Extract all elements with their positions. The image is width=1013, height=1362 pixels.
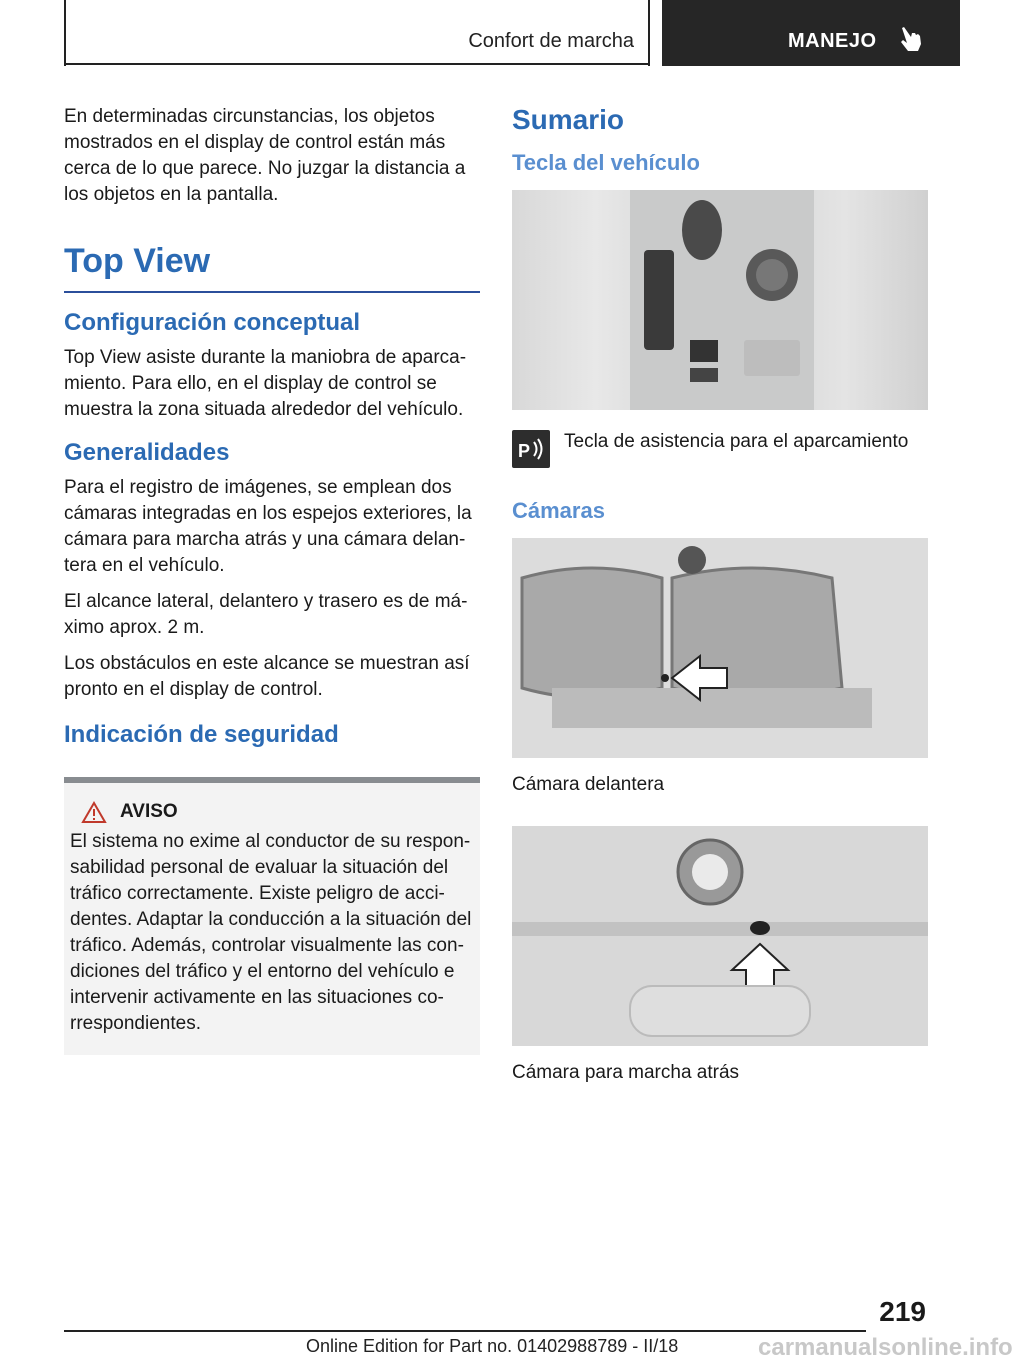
general-paragraph-3: Los obstáculos en este alcance se muestran así pronto en el display de control. <box>64 653 470 700</box>
heading-general: Generalidades <box>64 439 230 466</box>
warning-title: AVISO <box>120 801 178 822</box>
warning-box <box>64 777 480 1055</box>
heading-safety: Indicación de seguridad <box>64 721 339 748</box>
front-camera-photo <box>512 538 928 758</box>
heading-summary: Sumario <box>512 104 625 135</box>
rear-camera-caption: Cámara para marcha atrás <box>512 1062 740 1083</box>
left-column <box>64 104 480 1055</box>
footer-rule <box>64 1330 866 1332</box>
heading-concept: Configuración conceptual <box>64 309 361 336</box>
chapter-heading-top-view: Top View <box>64 242 480 293</box>
pointing-hand-icon <box>896 24 924 54</box>
svg-text:P: P <box>518 441 531 461</box>
general-paragraph-2: El alcance lateral, delantero y trasero es de má-ximo aprox. 2 m. <box>64 591 468 638</box>
front-grille-illustration <box>512 538 928 758</box>
intro-paragraph: En determinadas circunstancias, los objetos mostrados en el display de control están más cerca de lo que parece. No juzgar la distancia a los objetos en la pantalla. <box>64 106 466 205</box>
console-illustration <box>512 190 928 410</box>
rear-tailgate-illustration <box>512 826 928 1046</box>
header-rule-right <box>648 0 650 66</box>
front-camera-caption: Cámara delantera <box>512 774 665 795</box>
rear-camera-photo <box>512 826 928 1046</box>
warning-text: El sistema no exime al conductor de su respon-sabilidad personal de evaluar la situación del tráfico correctamente. Existe peligro de acci-dentes. Adaptar la conducción a la situación del tráfico. Además, controlar visualmente las con-diciones del tráfico y el entorno del vehículo e intervenir activamente en las situaciones co-rrespondientes. <box>70 831 472 1034</box>
center-console-photo <box>512 190 928 410</box>
warning-triangle-icon <box>82 801 106 823</box>
watermark: carmanualsonline.info <box>758 1334 1013 1361</box>
header-rule-left <box>64 0 66 66</box>
header-chapter-label: MANEJO <box>788 30 877 52</box>
concept-paragraph: Top View asiste durante la maniobra de aparca-miento. Para ello, en el display de control se muestra la zona situada alrededor del vehículo. <box>64 347 467 420</box>
assist-key-caption-row <box>512 430 928 468</box>
heading-vehicle-key: Tecla del vehículo <box>512 150 700 175</box>
footer-edition: Online Edition for Part no. 01402988789 - II/18 <box>306 1336 679 1356</box>
header-section-title: Confort de marcha <box>468 30 634 52</box>
assist-key-caption: Tecla de asistencia para el aparcamiento <box>564 431 909 452</box>
heading-cameras: Cámaras <box>512 498 605 523</box>
header-rule-bottom <box>64 63 650 65</box>
right-column <box>512 104 928 1114</box>
page-number: 219 <box>879 1296 926 1327</box>
parking-assist-key-icon <box>512 430 550 468</box>
header-chapter-tab[interactable] <box>662 0 960 66</box>
general-paragraph-1: Para el registro de imágenes, se emplean dos cámaras integradas en los espejos exteriores, la cámara para marcha atrás y una cámara delan-tera en el vehículo. <box>64 477 472 576</box>
